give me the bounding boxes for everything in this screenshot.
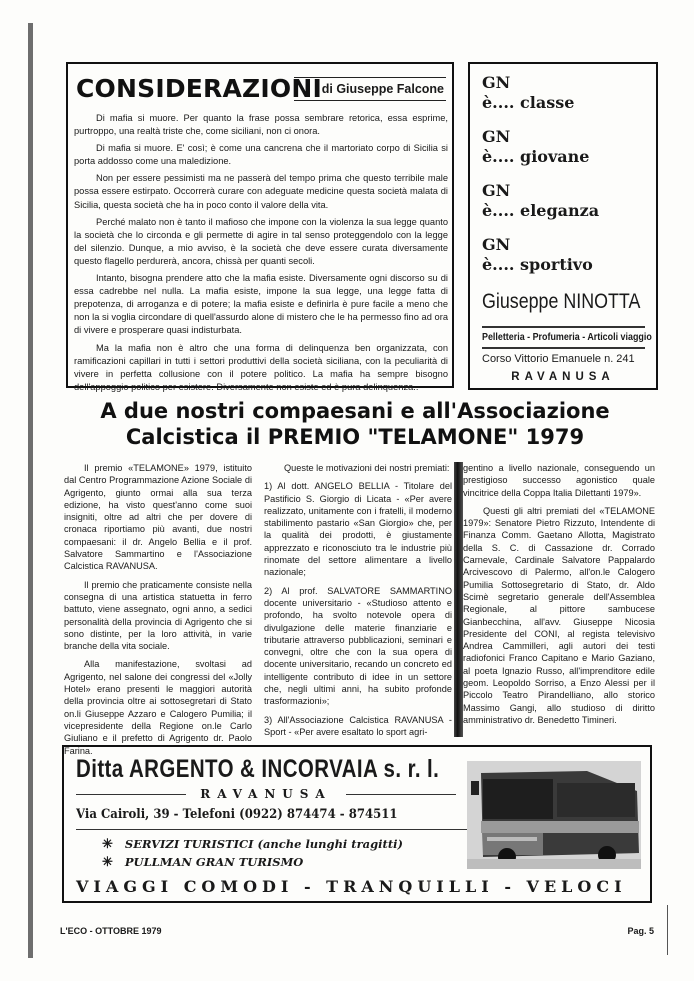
paragraph: Di mafia si muore. Per quanto la frase possa sembrare retorica, essa esprime, purtroppo, una realtà triste che, come siciliani, non ci onora. (74, 113, 448, 137)
page-binding-edge (28, 23, 33, 958)
bus-photo (467, 761, 641, 869)
argento-city-row (76, 787, 456, 801)
column-divider-strip (454, 462, 463, 737)
paragraph: Non per essere pessimisti ma ne passerà del tempo prima che questo terribile male possa essere estirpato. Occorrerà curare con adeguate medicine questa società malata di Sicilia, questa società che ha in poco conto il valore della vita. (74, 173, 448, 210)
paragraph: Questi gli altri premiati del «TELAMONE 1979»: Senatore Pietro Rizzuto, Intendente di Finanza Comm. Gaetano Allotta, Magistrato della S. C. di Cassazione dr. Corrado Carnevale, Cardinale Salvatore Pappalardo Arcivescovo di Palermo, all'on.le Calogero Pumilia Sottosegretario di Stato, dr. Aldo Scimè segretario generale dell'Assemblea Regionale, al pittore sambucese Gianbecchina, all'avv. Giuseppe Nicosia Presidente del CONI, al regista televisivo Andrea Cammilleri, agli autori dei testi radiofonici Franco Capitano e Mario Gaziano, al poeta Ignazio Russo, all'imprenditore edile geom. Leopoldo Sorriso, a Enzo Alessi per il Piccolo Teatro Pirandelliano, allo storico Massimo Gangi, allo studioso di diritto amministrativo dr. Benedetto Timineri. (463, 505, 655, 725)
gn-label: GN (482, 127, 511, 146)
service-label: PULLMAN GRAN TURISMO (124, 855, 304, 869)
paragraph: Il premio «TELAMONE» 1979, istituito dal Centro Programmazione Azione Sociale di Agrigento, giunto ormai alla sua terza edizione, ha visto quest'anno come suoi insigniti, oltre ad altri che per dovere di cronaca riportiamo più avanti, due nostri compaesani: il dr. Angelo Bellia e il prof. Salvatore Sammartino e l'Associazione Calcistica RAVANUSA. (64, 463, 252, 572)
paragraph: Intanto, bisogna prendere atto che la mafia esiste. Diversamente ogni discorso su di essa cadrebbe nel nulla. La mafia esiste, impone la sua legge, una legge fatta di prepotenza, di arroganza e di potere; la mafia esiste e definirla è pure facile a meno che non la si voglia circondare di quell'assurdo alone di mistero che le ha permesso fino ad ora di vivere e prosperare quasi indisturbata. (74, 273, 448, 336)
argento-title: Ditta ARGENTO & INCORVAIA s. r. l. (76, 755, 440, 783)
footer-page-number: Pag. 5 (627, 926, 654, 936)
gn-entry (482, 182, 599, 222)
considerazioni-author: di Giuseppe Falcone (294, 77, 446, 101)
paragraph: 1) Al dott. ANGELO BELLIA - Titolare del Pastificio S. Giorgio di Licata - «Per avere realizzato, unitamente con i fratelli, il moderno stabilimento pastario «San Giorgio» che, per la qualità dei prodotti, è giustamente apprezzato e riconosciuto tra le industrie più rinomate del settore alimentare a livello nazionale; (264, 481, 452, 578)
ninotta-advertisement (468, 62, 658, 390)
gn-entry (482, 128, 589, 168)
article-column-3 (463, 462, 655, 732)
considerazioni-body (74, 112, 448, 398)
paragraph: Il premio che praticamente consiste nella consegna di una artistica statuetta in ferro battuto, viene assegnato, ogni anno, a sedici personalità della provincia di Agrigento che si sono distinte, per la loro attività, in varie branche della vita sociale. (64, 579, 252, 652)
gn-entry (482, 74, 574, 114)
paragraph: gentino a livello nazionale, conseguendo un prestigioso successo agonistico quale vincitrice della Coppa Italia Dilettanti 1979». (463, 463, 655, 498)
paragraph: 3) All'Associazione Calcistica RAVANUSA - Sport - «Per avere esaltato lo sport agri- (264, 714, 452, 737)
gn-word: è.... eleganza (482, 201, 600, 220)
asterisk-icon: ✳ (102, 855, 113, 870)
argento-city: RAVANUSA (200, 787, 332, 801)
ninotta-shop-types: Pelletteria - Profumeria - Articoli viaggio (482, 331, 652, 343)
article-column-2 (264, 462, 452, 744)
paragraph: 2) Al prof. SALVATORE SAMMARTINO docente universitario - «Studioso attento e profondo, ha svolto notevole opera di divulgazione delle materie finanziarie e tributarie attraverso pubblicazioni, seminari e convegni, oltre che con la sua opera di docente universitario, recando un concreto ed intelligente contributo di idee in un settore che, negli ultimi anni, ha subito profonde trasformazioni»; (264, 585, 452, 707)
paragraph: Di mafia si muore. E' così; è come una cancrena che il martoriato corpo di Sicilia si porta addosso come una maledizione. (74, 143, 448, 167)
argento-slogan: VIAGGI COMODI - TRANQUILLI - VELOCI (76, 877, 627, 896)
headline-line-1: A due nostri compaesani e all'Associazione (100, 399, 610, 423)
footer-publication: L'ECO - OTTOBRE 1979 (60, 926, 162, 936)
service-item (102, 837, 403, 852)
gn-entry (482, 236, 593, 276)
divider (482, 347, 645, 349)
argento-address: Via Cairoli, 39 - Telefoni (0922) 874474 - 874511 (76, 807, 398, 822)
paragraph: Queste le motivazioni dei nostri premiati: (284, 463, 450, 473)
ninotta-name: Giuseppe NINOTTA (482, 290, 641, 313)
bus-illustration (467, 761, 641, 869)
gn-word: è.... classe (482, 93, 575, 112)
argento-incorvaia-advertisement (62, 745, 652, 903)
paragraph: Perché malato non è tanto il mafioso che impone con la violenza la sua legge quanto la società che lo circonda e gli permette di agire in tal senso proteggendolo con la legge del silenzio. Dunque, a mio avviso, è la società che deve essere curata diversamente questo flagello perdurerà, ancora, chissà per quanti secoli. (74, 216, 448, 266)
asterisk-icon: ✳ (102, 837, 113, 852)
service-label: SERVIZI TURISTICI (anche lunghi tragitti) (124, 837, 403, 851)
paragraph: Alla manifestazione, svoltasi ad Agrigento, nel salone dei congressi del «Jolly Hotel» erano presenti le maggiori autorità della provincia oltre ai sottosegretari di Stato on.li Giuseppe Azzaro e Calogero Pumilia; il vicepresidente della Regione on.le Carlo Giuliano e il prefetto di Agrigento dr. Paolo Farina. (64, 659, 252, 756)
considerazioni-box (66, 62, 454, 392)
divider (346, 794, 456, 795)
gn-label: GN (482, 73, 511, 92)
gn-word: è.... giovane (482, 147, 590, 166)
considerazioni-title: CONSIDERAZIONI (76, 74, 322, 103)
paragraph: Ma la mafia non è altro che una forma di delinquenza ben organizzata, con ramificazioni capillari in tutti i settori produttivi della società siciliana, con la peculiarità di vivere in perfetta collusione con il potere politico. La mafia ha sempre bisogno dell'appoggio politico per esistere. Diversamente non esiste ed è pura delinquenza.. (74, 342, 448, 392)
article-headline (60, 398, 650, 450)
ninotta-city: RAVANUSA (511, 371, 615, 383)
gn-label: GN (482, 235, 511, 254)
headline-line-2: Calcistica il PREMIO "TELAMONE" 1979 (125, 425, 585, 449)
page-edge-mark (667, 905, 668, 955)
gn-word: è.... sportivo (482, 255, 593, 274)
divider (76, 829, 471, 830)
ninotta-address: Corso Vittorio Emanuele n. 241 (482, 353, 635, 365)
service-item (102, 855, 303, 870)
gn-label: GN (482, 181, 511, 200)
article-column-1 (64, 462, 252, 763)
divider (482, 326, 645, 328)
